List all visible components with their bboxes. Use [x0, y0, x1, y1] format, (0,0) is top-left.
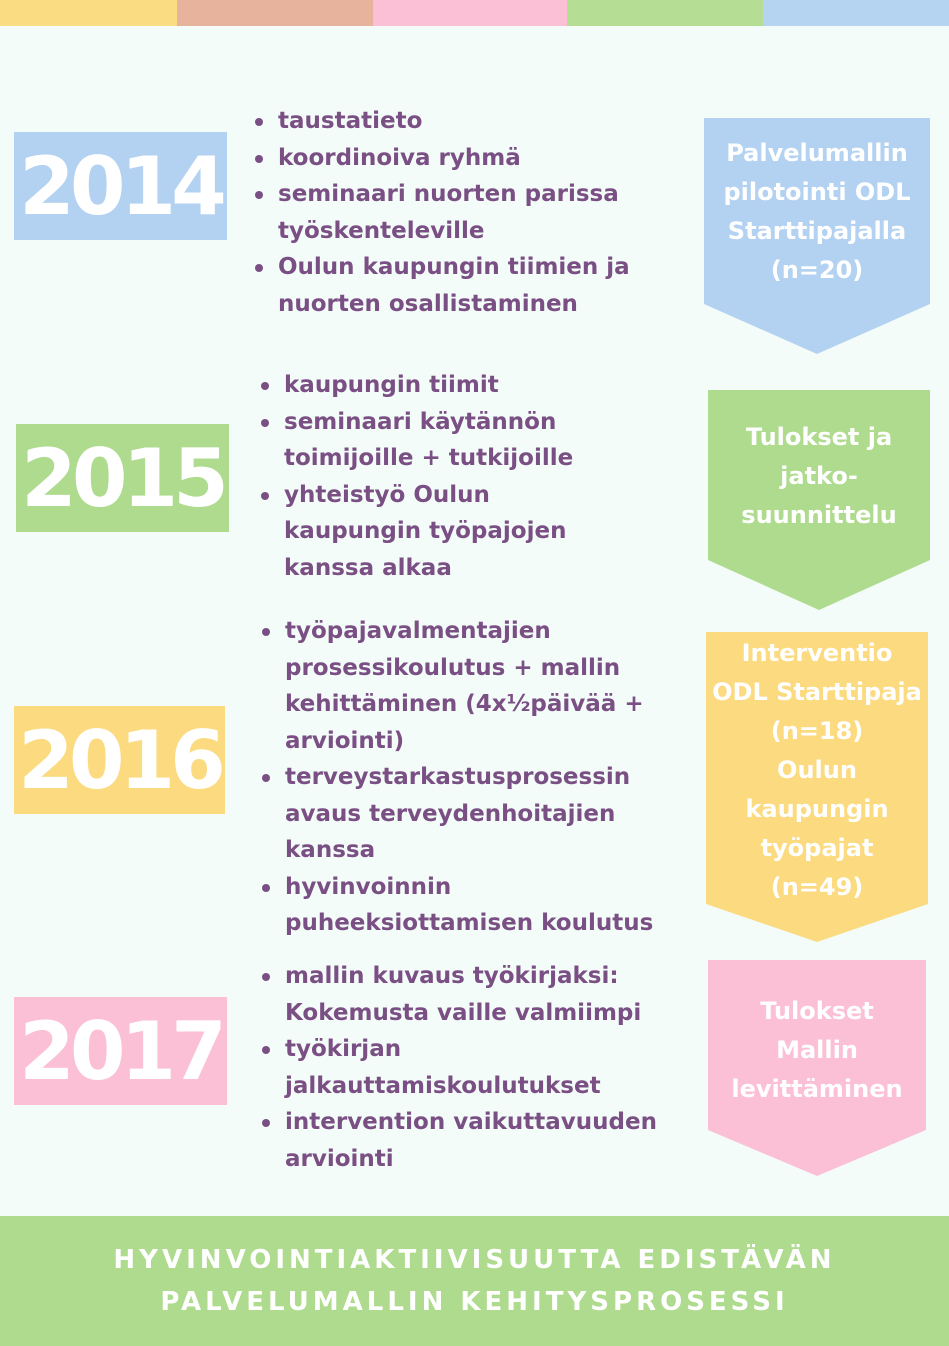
bullet-item — [259, 869, 689, 942]
bullet-list-2014 — [252, 103, 682, 322]
bullet-list-2017 — [259, 958, 699, 1177]
bullet-line: prosessikoulutus + mallin — [285, 654, 621, 681]
bullet-line: nuorten osallistaminen — [278, 290, 578, 317]
banner-line: pilotointi ODL — [723, 178, 911, 206]
banner-line: Oulun — [777, 756, 857, 784]
banner-line: Mallin — [776, 1036, 858, 1064]
bullet-item — [252, 176, 682, 249]
stripe-pink — [373, 0, 567, 26]
bullet-line: jalkauttamiskoulutukset — [285, 1072, 601, 1099]
bullet-line: Kokemusta vaille valmiimpi — [285, 999, 642, 1026]
bullet-line: kanssa alkaa — [284, 554, 452, 581]
banner-line: levittäminen — [731, 1075, 903, 1103]
bullet-line: kaupungin työpajojen — [284, 518, 567, 544]
bullet-line: kanssa — [285, 837, 376, 863]
banner-2014 — [704, 118, 930, 354]
banner-2017 — [708, 960, 926, 1176]
bullet-line: Oulun kaupungin tiimien ja — [278, 254, 630, 280]
bullet-item — [259, 759, 689, 869]
bullet-line: arviointi — [285, 1145, 394, 1172]
bullet-line: työkirjan — [285, 1036, 402, 1062]
bullet-line: seminaari käytännön — [284, 408, 557, 435]
banner-line: jatko- — [780, 462, 858, 490]
footer-title-bar — [0, 1216, 949, 1346]
bullet-line: hyvinvoinnin — [285, 873, 452, 900]
banner-line: Tulokset — [760, 997, 874, 1025]
top-color-stripes — [0, 0, 949, 26]
banner-line: (n=20) — [770, 256, 864, 284]
stripe-blue — [763, 0, 949, 26]
banner-2016 — [706, 632, 928, 942]
bullet-line: avaus terveydenhoitajien — [285, 800, 616, 827]
stripe-salmon — [177, 0, 373, 26]
banner-line: ODL Starttipaja — [712, 678, 922, 706]
bullet-line: seminaari nuorten parissa — [278, 181, 619, 207]
year-badge-2017: 2017 — [14, 997, 227, 1105]
bullet-item — [259, 613, 689, 759]
bullet-line: kehittäminen (4x½päivää + — [285, 691, 644, 717]
banner-2015 — [708, 390, 930, 610]
bullet-line: mallin kuvaus työkirjaksi: — [285, 963, 619, 989]
bullet-line: yhteistyö Oulun — [284, 481, 490, 508]
banner-line: Palvelumallin — [726, 139, 908, 167]
bullet-line: puheeksiottamisen koulutus — [285, 910, 654, 936]
bullet-line: koordinoiva ryhmä — [278, 144, 521, 171]
banner-text-2017 — [708, 992, 926, 1109]
banner-line: Starttipajalla — [727, 217, 907, 245]
stripe-yellow — [0, 0, 177, 26]
bullet-line: toimijoille + tutkijoille — [284, 445, 574, 471]
bullet-item — [258, 367, 688, 404]
footer-title-line-1: HYVINVOINTIAKTIIVISUUTTA EDISTÄVÄN — [113, 1245, 836, 1275]
bullet-item — [252, 249, 682, 322]
footer-title-line-2: PALVELUMALLIN KEHITYSPROSESSI — [160, 1287, 789, 1317]
banner-text-2015 — [708, 418, 930, 535]
year-badge-2014: 2014 — [14, 132, 227, 240]
banner-line: (n=49) — [770, 873, 864, 901]
banner-line: suunnittelu — [741, 501, 897, 529]
bullet-item — [258, 404, 688, 477]
year-badge-2015: 2015 — [16, 424, 229, 532]
banner-line: työpajat — [760, 834, 874, 862]
bullet-line: taustatieto — [278, 108, 423, 134]
bullet-line: terveystarkastusprosessin — [285, 764, 631, 790]
bullet-line: kaupungin tiimit — [284, 372, 499, 398]
bullet-item — [252, 140, 682, 177]
banner-text-2016 — [706, 634, 928, 907]
bullet-line: arviointi) — [285, 727, 405, 754]
bullet-line: työskenteleville — [278, 217, 485, 244]
stripe-green — [567, 0, 763, 26]
banner-line: Interventio — [741, 639, 893, 667]
bullet-list-2015 — [258, 367, 688, 586]
banner-line: (n=18) — [770, 717, 864, 745]
year-badge-2016: 2016 — [14, 706, 225, 814]
bullet-line: intervention vaikuttavuuden — [285, 1109, 657, 1135]
bullet-item — [259, 1031, 699, 1104]
bullet-item — [258, 477, 688, 587]
banner-text-2014 — [704, 134, 930, 290]
bullet-item — [252, 103, 682, 140]
bullet-item — [259, 1104, 699, 1177]
bullet-item — [259, 958, 699, 1031]
banner-line: kaupungin — [745, 795, 889, 823]
bullet-line: työpajavalmentajien — [285, 618, 551, 644]
bullet-list-2016 — [259, 613, 689, 942]
banner-line: Tulokset ja — [745, 423, 893, 451]
